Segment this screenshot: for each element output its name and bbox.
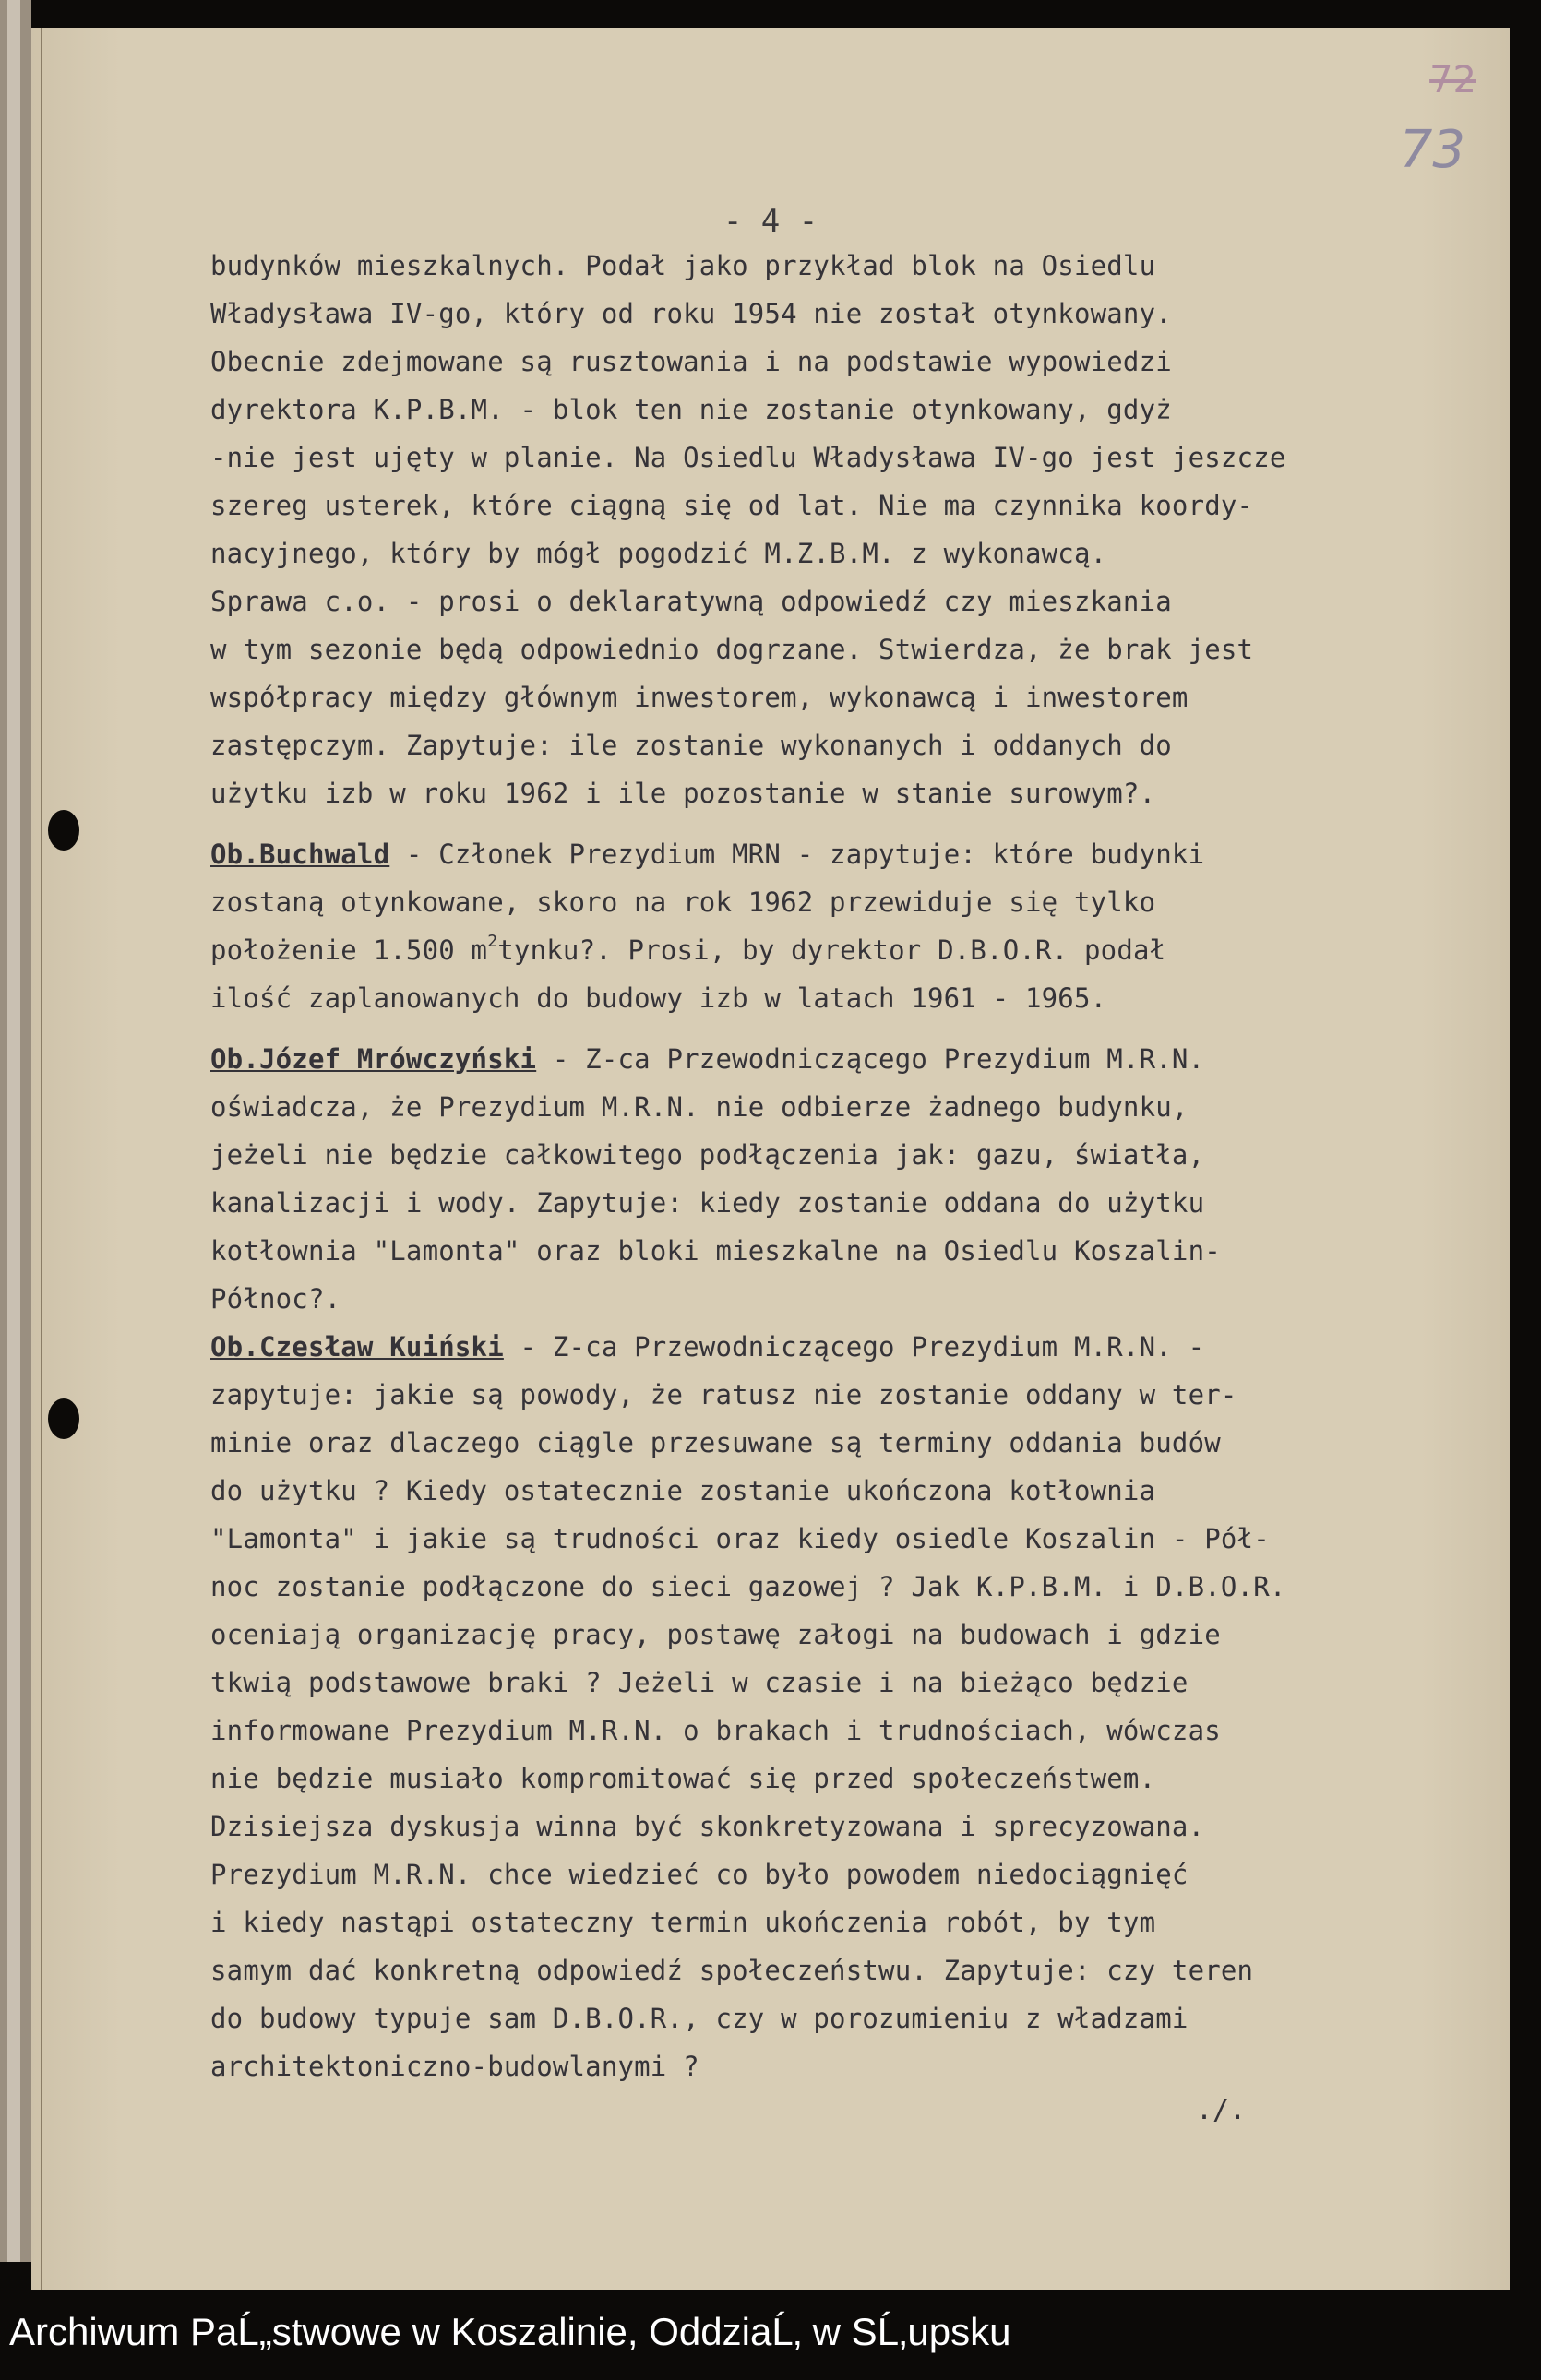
text-line: ilość zaplanowanych do budowy izb w latach 1961 - 1965.: [210, 982, 1107, 1014]
text-line: [210, 926, 1475, 974]
page-number: - 4 -: [723, 203, 818, 240]
text-line: -nie jest ujęty w planie. Na Osiedlu Władysława IV-go jest jeszcze: [210, 442, 1286, 473]
text-line: zostaną otynkowane, skoro na rok 1962 przewiduje się tylko: [210, 887, 1156, 918]
text-line: do użytku ? Kiedy ostatecznie zostanie ukończona kotłownia: [210, 1475, 1156, 1506]
text-line: Prezydium M.R.N. chce wiedzieć co było powodem niedociągnięć: [210, 1859, 1189, 1890]
text-line: tkwią podstawowe braki ? Jeżeli w czasie i na bieżąco będzie: [210, 1667, 1189, 1698]
text-line: kanalizacji i wody. Zapytuje: kiedy zostanie oddana do użytku: [210, 1187, 1205, 1219]
text-fragment: położenie 1.500 m: [210, 934, 488, 966]
speaker-role: - Z-ca Przewodniczącego Prezydium M.R.N. -: [503, 1331, 1205, 1363]
binding-edge: [7, 0, 20, 2262]
speaker-name: Ob.Buchwald: [210, 839, 390, 870]
text-line: [210, 1323, 1475, 1371]
text-line: szereg usterek, które ciągną się od lat. Nie ma czynnika koordy-: [210, 490, 1254, 521]
speaker-role: - Z-ca Przewodniczącego Prezydium M.R.N.: [536, 1043, 1205, 1075]
text-line: współpracy między głównym inwestorem, wykonawcą i inwestorem: [210, 682, 1189, 713]
folio-number: 73: [1399, 120, 1465, 180]
continuation-mark: ./.: [1196, 2094, 1247, 2126]
text-line: informowane Prezydium M.R.N. o brakach i trudnościach, wówczas: [210, 1715, 1221, 1746]
text-line: zapytuje: jakie są powody, że ratusz nie zostanie oddany w ter-: [210, 1379, 1237, 1410]
superscript: 2: [487, 932, 498, 951]
text-line: w tym sezonie będą odpowiednio dogrzane. Stwierdza, że brak jest: [210, 634, 1254, 665]
text-line: [210, 830, 1475, 878]
text-line: budynków mieszkalnych. Podał jako przykład blok na Osiedlu: [210, 250, 1156, 281]
speaker-name: Ob.Czesław Kuiński: [210, 1331, 504, 1363]
text-line: "Lamonta" i jakie są trudności oraz kiedy osiedle Koszalin - Pół-: [210, 1523, 1270, 1554]
document-body: [210, 242, 1475, 2090]
archive-credit: Archiwum PaĹ„stwowe w Koszalinie, OddziaĹ‚ w SĹ‚upsku: [9, 2310, 1011, 2353]
punch-hole: [48, 1398, 79, 1439]
text-line: oceniają organizację pracy, postawę załogi na budowach i gdzie: [210, 1619, 1221, 1650]
binding-strip: [0, 0, 31, 2262]
text-line: oświadcza, że Prezydium M.R.N. nie odbierze żadnego budynku,: [210, 1091, 1189, 1123]
paragraph-mrowczynski: [210, 1035, 1475, 1323]
text-line: nacyjnego, który by mógł pogodzić M.Z.B.M. z wykonawcą.: [210, 538, 1107, 569]
archive-footer: [0, 2290, 1541, 2380]
text-line: Obecnie zdejmowane są rusztowania i na podstawie wypowiedzi: [210, 346, 1172, 377]
text-line: dyrektora K.P.B.M. - blok ten nie zostanie otynkowany, gdyż: [210, 394, 1172, 425]
text-line: Północ?.: [210, 1283, 341, 1315]
paragraph-kuinski: [210, 1323, 1475, 2090]
text-line: Władysława IV-go, który od roku 1954 nie został otynkowany.: [210, 298, 1172, 329]
text-line: minie oraz dlaczego ciągle przesuwane są terminy oddania budów: [210, 1427, 1221, 1458]
page-fold-line: [41, 28, 42, 2290]
speaker-name: Ob.Józef Mrówczyński: [210, 1043, 537, 1075]
text-line: zastępczym. Zapytuje: ile zostanie wykonanych i oddanych do: [210, 730, 1172, 761]
paragraph-buchwald: [210, 830, 1475, 1022]
punch-hole: [48, 810, 79, 851]
intro-paragraph: [210, 242, 1475, 817]
text-line: architektoniczno-budowlanymi ?: [210, 2051, 699, 2082]
text-line: jeżeli nie będzie całkowitego podłączenia jak: gazu, światła,: [210, 1139, 1205, 1171]
text-line: nie będzie musiało kompromitować się przed społeczeństwem.: [210, 1763, 1156, 1794]
text-line: Dzisiejsza dyskusja winna być skonkretyzowana i sprecyzowana.: [210, 1811, 1205, 1842]
folio-number-struck: 72: [1429, 59, 1476, 101]
text-line: noc zostanie podłączone do sieci gazowej ? Jak K.P.B.M. i D.B.O.R.: [210, 1571, 1286, 1602]
text-line: kotłownia "Lamonta" oraz bloki mieszkalne na Osiedlu Koszalin-: [210, 1235, 1221, 1267]
text-line: użytku izb w roku 1962 i ile pozostanie w stanie surowym?.: [210, 778, 1156, 809]
text-line: Sprawa c.o. - prosi o deklaratywną odpowiedź czy mieszkania: [210, 586, 1172, 617]
text-line: do budowy typuje sam D.B.O.R., czy w porozumieniu z władzami: [210, 2003, 1189, 2034]
speaker-role: - Członek Prezydium MRN - zapytuje: które budynki: [389, 839, 1205, 870]
text-line: i kiedy nastąpi ostateczny termin ukończenia robót, by tym: [210, 1907, 1156, 1938]
text-line: [210, 1035, 1475, 1083]
text-fragment: tynku?. Prosi, by dyrektor D.B.O.R. podał: [497, 934, 1166, 966]
text-line: samym dać konkretną odpowiedź społeczeństwu. Zapytuje: czy teren: [210, 1955, 1254, 1986]
